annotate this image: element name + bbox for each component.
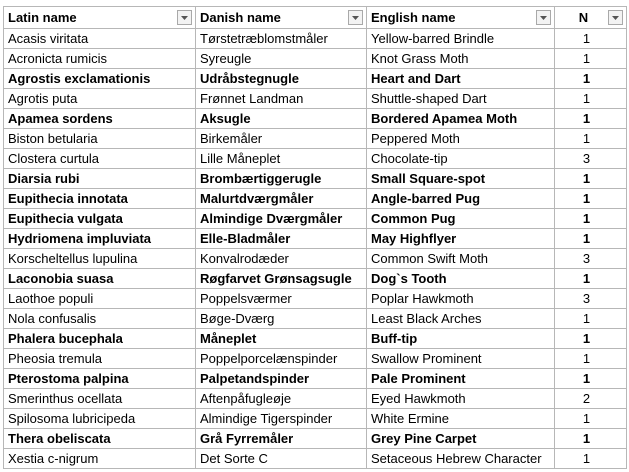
cell-danish-name[interactable]: Tørstetræblomstmåler [196, 29, 367, 49]
cell-danish-name[interactable]: Frønnet Landman [196, 89, 367, 109]
table-row [4, 29, 627, 49]
cell-n[interactable]: 1 [555, 69, 627, 89]
cell-danish-name[interactable]: Almindige Dværgmåler [196, 209, 367, 229]
cell-n[interactable]: 1 [555, 409, 627, 429]
table-row [4, 269, 627, 289]
column-header-label: N [578, 10, 589, 25]
cell-latin-name[interactable]: Eupithecia vulgata [4, 209, 196, 229]
cell-english-name[interactable]: Bordered Apamea Moth [367, 109, 555, 129]
cell-n[interactable]: 3 [555, 249, 627, 269]
cell-latin-name[interactable]: Laothoe populi [4, 289, 196, 309]
table-row [4, 389, 627, 409]
cell-danish-name[interactable]: Palpetandspinder [196, 369, 367, 389]
cell-n[interactable]: 1 [555, 429, 627, 449]
cell-english-name[interactable]: Setaceous Hebrew Character [367, 449, 555, 469]
cell-english-name[interactable]: Dog`s Tooth [367, 269, 555, 289]
column-header-n[interactable] [555, 7, 627, 29]
column-header-label: Latin name [8, 10, 77, 25]
cell-n[interactable]: 1 [555, 369, 627, 389]
cell-latin-name[interactable]: Acronicta rumicis [4, 49, 196, 69]
table-row [4, 129, 627, 149]
cell-english-name[interactable]: Small Square-spot [367, 169, 555, 189]
cell-english-name[interactable]: Chocolate-tip [367, 149, 555, 169]
column-header-english-name[interactable] [367, 7, 555, 29]
cell-latin-name[interactable]: Hydriomena impluviata [4, 229, 196, 249]
table-row [4, 329, 627, 349]
cell-latin-name[interactable]: Eupithecia innotata [4, 189, 196, 209]
cell-english-name[interactable]: Peppered Moth [367, 129, 555, 149]
cell-english-name[interactable]: May Highflyer [367, 229, 555, 249]
cell-latin-name[interactable]: Pheosia tremula [4, 349, 196, 369]
table-row [4, 209, 627, 229]
cell-n[interactable]: 3 [555, 289, 627, 309]
cell-latin-name[interactable]: Clostera curtula [4, 149, 196, 169]
header-row [4, 7, 627, 29]
cell-latin-name[interactable]: Nola confusalis [4, 309, 196, 329]
table-row [4, 189, 627, 209]
cell-english-name[interactable]: Poplar Hawkmoth [367, 289, 555, 309]
cell-danish-name[interactable]: Poppelsværmer [196, 289, 367, 309]
cell-english-name[interactable]: Shuttle-shaped Dart [367, 89, 555, 109]
column-header-latin-name[interactable] [4, 7, 196, 29]
cell-n[interactable]: 1 [555, 229, 627, 249]
table-row [4, 409, 627, 429]
cell-danish-name[interactable]: Bøge-Dværg [196, 309, 367, 329]
cell-n[interactable]: 1 [555, 109, 627, 129]
cell-latin-name[interactable]: Phalera bucephala [4, 329, 196, 349]
cell-danish-name[interactable]: Det Sorte C [196, 449, 367, 469]
cell-danish-name[interactable]: Måneplet [196, 329, 367, 349]
cell-english-name[interactable]: Common Swift Moth [367, 249, 555, 269]
cell-latin-name[interactable]: Spilosoma lubricipeda [4, 409, 196, 429]
cell-n[interactable]: 3 [555, 149, 627, 169]
table-row [4, 369, 627, 389]
moth-species-table [3, 6, 627, 469]
cell-n[interactable]: 1 [555, 449, 627, 469]
cell-danish-name[interactable]: Elle-Bladmåler [196, 229, 367, 249]
cell-danish-name[interactable]: Udråbstegnugle [196, 69, 367, 89]
cell-latin-name[interactable]: Acasis viritata [4, 29, 196, 49]
cell-english-name[interactable]: Grey Pine Carpet [367, 429, 555, 449]
column-header-danish-name[interactable] [196, 7, 367, 29]
cell-danish-name[interactable]: Røgfarvet Grønsagsugle [196, 269, 367, 289]
cell-n[interactable]: 1 [555, 309, 627, 329]
cell-n[interactable]: 1 [555, 209, 627, 229]
cell-danish-name[interactable]: Grå Fyrremåler [196, 429, 367, 449]
cell-english-name[interactable]: White Ermine [367, 409, 555, 429]
table-row [4, 309, 627, 329]
cell-english-name[interactable]: Yellow-barred Brindle [367, 29, 555, 49]
cell-danish-name[interactable]: Birkemåler [196, 129, 367, 149]
table-row [4, 249, 627, 269]
cell-danish-name[interactable]: Poppelporcelænspinder [196, 349, 367, 369]
table-row [4, 109, 627, 129]
cell-latin-name[interactable]: Apamea sordens [4, 109, 196, 129]
cell-n[interactable]: 1 [555, 129, 627, 149]
cell-danish-name[interactable]: Lille Måneplet [196, 149, 367, 169]
cell-n[interactable]: 1 [555, 189, 627, 209]
cell-english-name[interactable]: Least Black Arches [367, 309, 555, 329]
cell-n[interactable]: 1 [555, 329, 627, 349]
cell-english-name[interactable]: Eyed Hawkmoth [367, 389, 555, 409]
cell-danish-name[interactable]: Aksugle [196, 109, 367, 129]
table-row [4, 449, 627, 469]
cell-n[interactable]: 1 [555, 29, 627, 49]
cell-latin-name[interactable]: Thera obeliscata [4, 429, 196, 449]
cell-latin-name[interactable]: Diarsia rubi [4, 169, 196, 189]
table-row [4, 429, 627, 449]
filter-dropdown-arrow-icon[interactable] [536, 10, 551, 25]
cell-n[interactable]: 1 [555, 89, 627, 109]
cell-danish-name[interactable]: Syreugle [196, 49, 367, 69]
cell-n[interactable]: 1 [555, 349, 627, 369]
table-row [4, 289, 627, 309]
cell-danish-name[interactable]: Brombærtiggerugle [196, 169, 367, 189]
cell-latin-name[interactable]: Biston betularia [4, 129, 196, 149]
cell-danish-name[interactable]: Konvalrodæder [196, 249, 367, 269]
cell-english-name[interactable]: Angle-barred Pug [367, 189, 555, 209]
cell-n[interactable]: 2 [555, 389, 627, 409]
table-row [4, 89, 627, 109]
cell-latin-name[interactable]: Laconobia suasa [4, 269, 196, 289]
table-row [4, 149, 627, 169]
cell-english-name[interactable]: Buff-tip [367, 329, 555, 349]
table-row [4, 49, 627, 69]
cell-n[interactable]: 1 [555, 269, 627, 289]
cell-english-name[interactable]: Swallow Prominent [367, 349, 555, 369]
column-header-label: Danish name [200, 10, 281, 25]
filter-dropdown-arrow-icon[interactable] [348, 10, 363, 25]
filter-dropdown-arrow-icon[interactable] [608, 10, 623, 25]
cell-english-name[interactable]: Common Pug [367, 209, 555, 229]
cell-english-name[interactable]: Knot Grass Moth [367, 49, 555, 69]
cell-danish-name[interactable]: Malurtdværgmåler [196, 189, 367, 209]
cell-latin-name[interactable]: Korscheltellus lupulina [4, 249, 196, 269]
table-row [4, 349, 627, 369]
table-row [4, 169, 627, 189]
cell-latin-name[interactable]: Pterostoma palpina [4, 369, 196, 389]
cell-latin-name[interactable]: Smerinthus ocellata [4, 389, 196, 409]
cell-latin-name[interactable]: Agrostis exclamationis [4, 69, 196, 89]
cell-english-name[interactable]: Heart and Dart [367, 69, 555, 89]
column-header-label: English name [371, 10, 456, 25]
filter-dropdown-arrow-icon[interactable] [177, 10, 192, 25]
cell-danish-name[interactable]: Aftenpåfugleøje [196, 389, 367, 409]
cell-n[interactable]: 1 [555, 49, 627, 69]
cell-danish-name[interactable]: Almindige Tigerspinder [196, 409, 367, 429]
table-row [4, 69, 627, 89]
cell-latin-name[interactable]: Agrotis puta [4, 89, 196, 109]
cell-english-name[interactable]: Pale Prominent [367, 369, 555, 389]
cell-latin-name[interactable]: Xestia c-nigrum [4, 449, 196, 469]
cell-n[interactable]: 1 [555, 169, 627, 189]
table-row [4, 229, 627, 249]
